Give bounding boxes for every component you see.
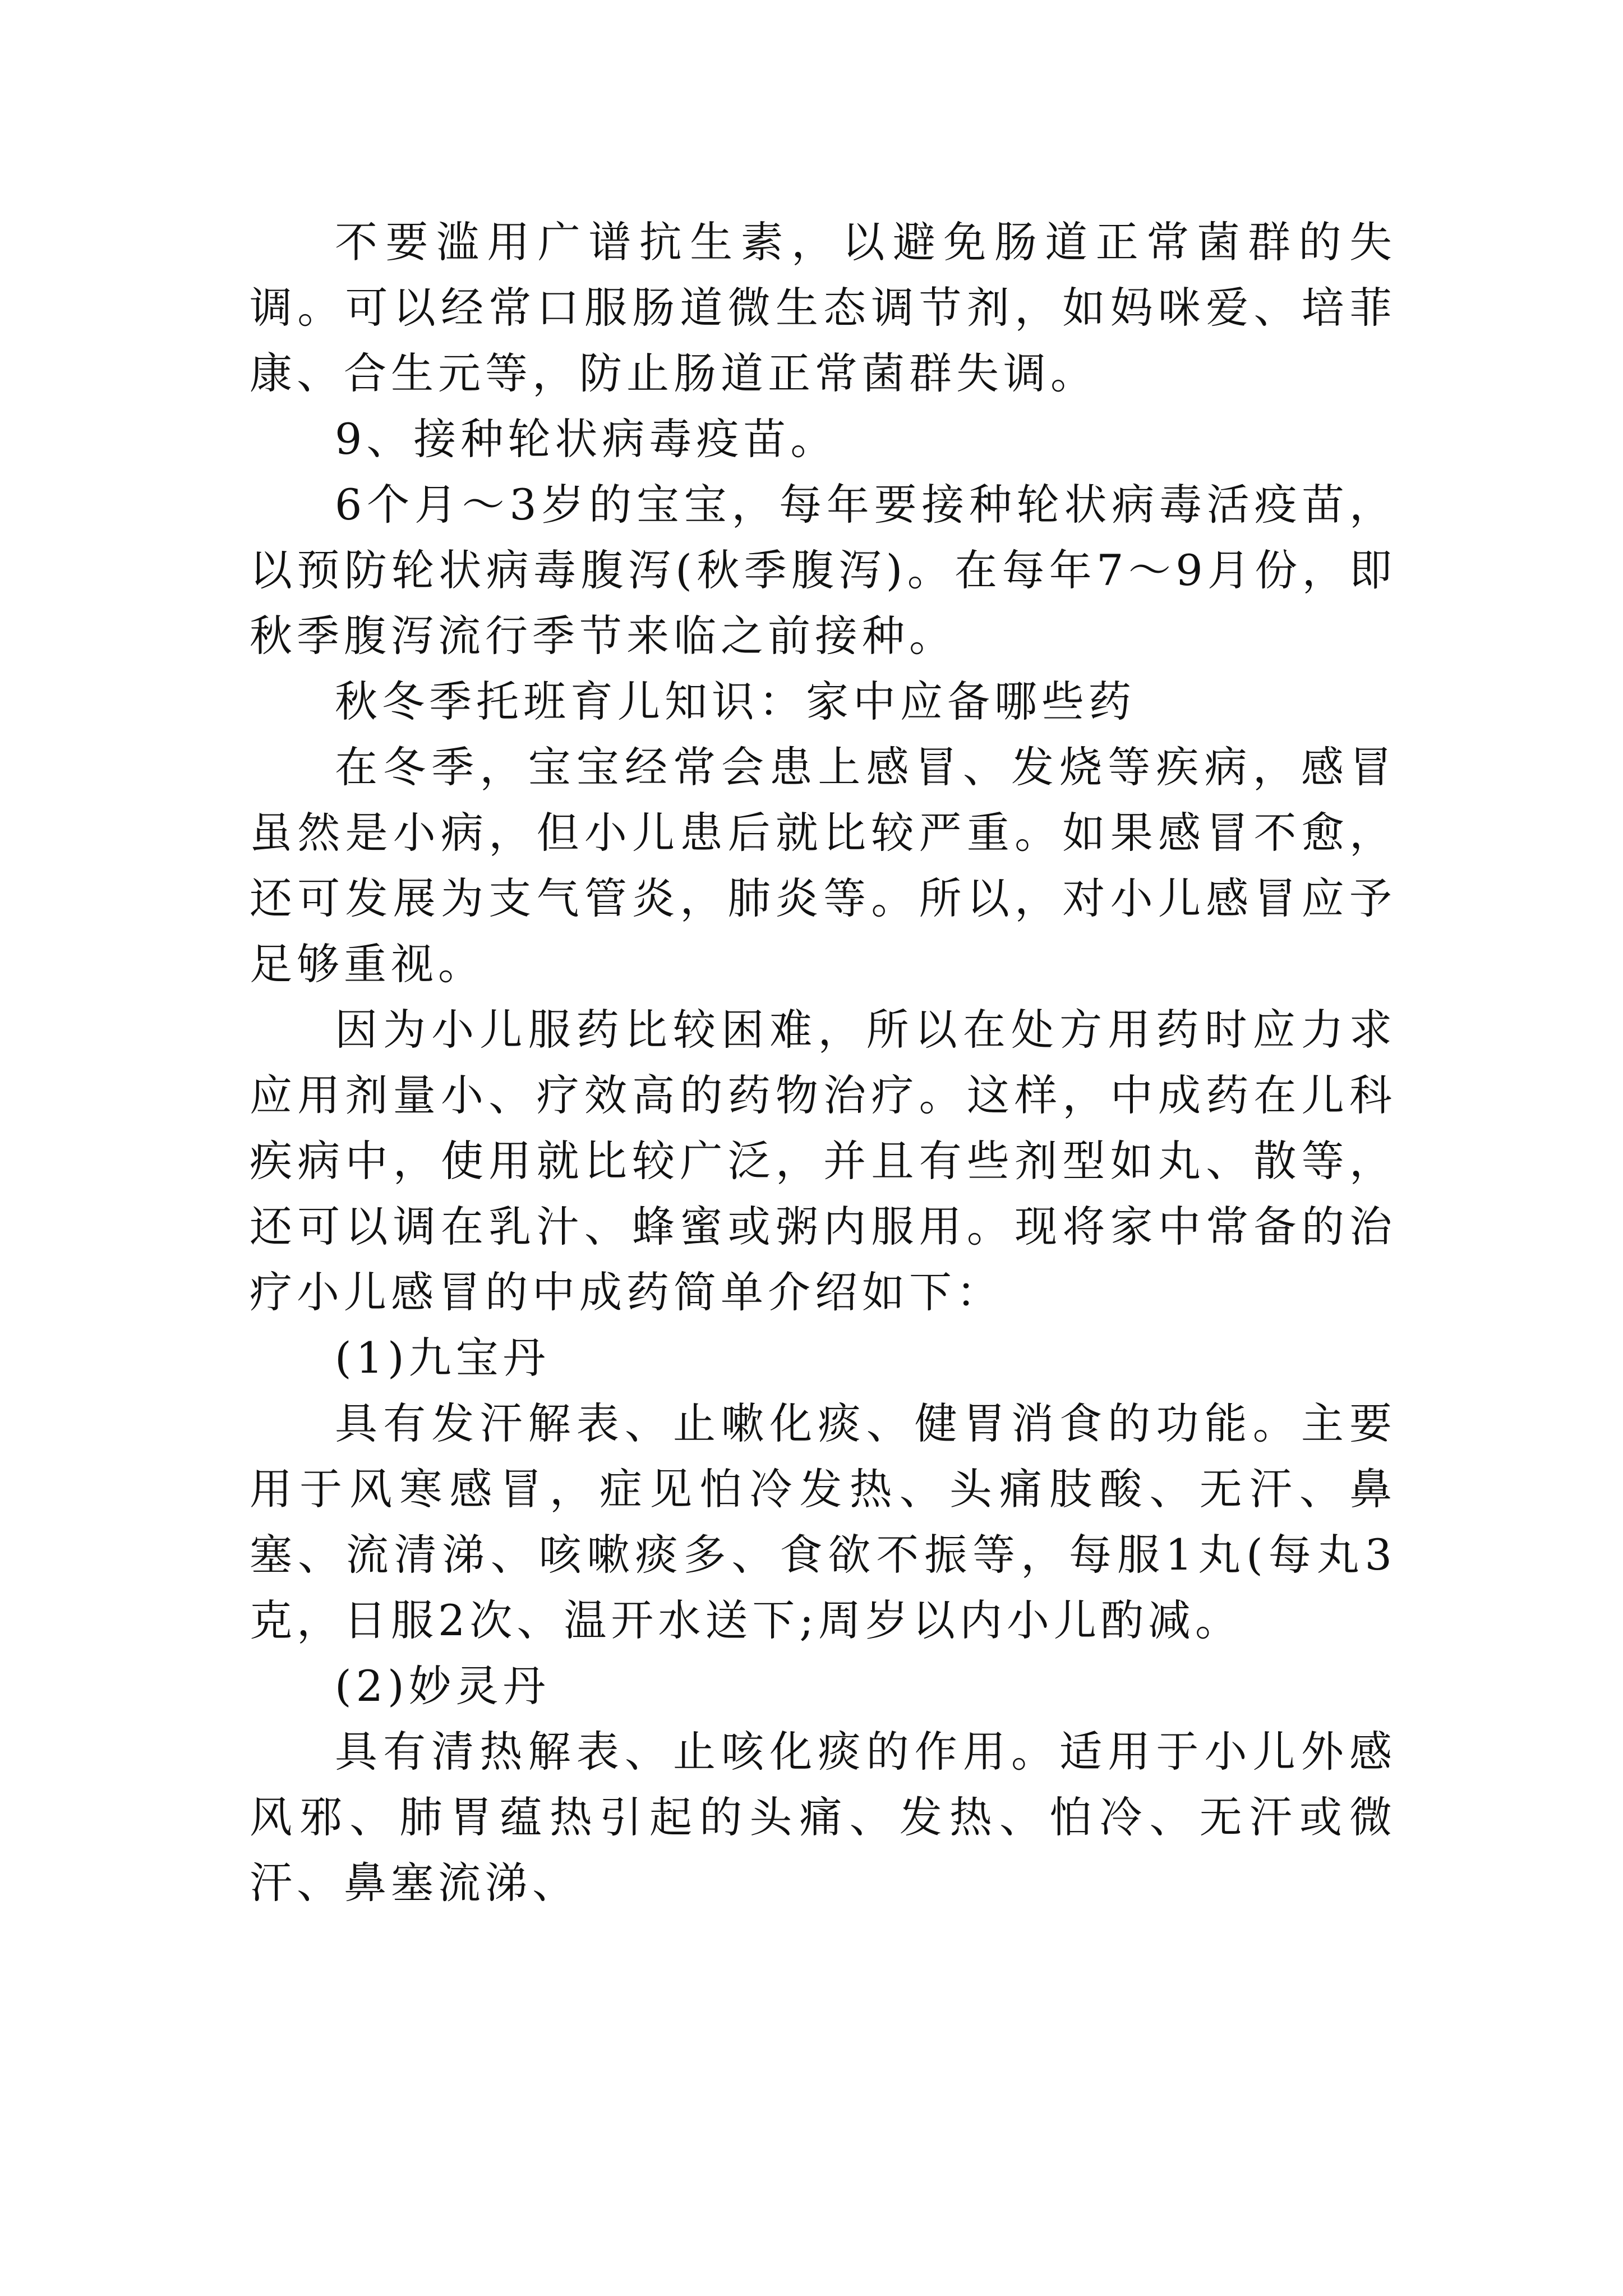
paragraph-chinese-medicine: 因为小儿服药比较困难，所以在处方用药时应力求应用剂量小、疗效高的药物治疗。这样，中成药在儿科疾病中，使用就比较广泛，并且有些剂型如丸、散等，还可以调在乳汁、蜂蜜或粥内服用。现将家中常备的治疗小儿感冒的中成药简单介绍如下：	[250, 1005, 1396, 1317]
heading-miaolingdan: (2)妙灵丹	[335, 1661, 550, 1711]
heading-jiubaodan: (1)九宝丹	[335, 1333, 550, 1383]
paragraph-winter-cold: 在冬季，宝宝经常会患上感冒、发烧等疾病，感冒虽然是小病，但小儿患后就比较严重。如果感冒不愈，还可发展为支气管炎，肺炎等。所以，对小儿感冒应予足够重视。	[250, 742, 1396, 989]
paragraph-miaolingdan: 具有清热解表、止咳化痰的作用。适用于小儿外感风邪、肺胃蕴热引起的头痛、发热、怕冷、无汗或微汗、鼻塞流涕、	[250, 1727, 1396, 1908]
paragraph-rotavirus-vaccine: 6个月～3岁的宝宝，每年要接种轮状病毒活疫苗，以预防轮状病毒腹泻(秋季腹泻)。在每年7～9月份，即秋季腹泻流行季节来临之前接种。	[250, 480, 1396, 661]
document-body	[250, 209, 1396, 1916]
paragraph-jiubaodan: 具有发汗解表、止嗽化痰、健胃消食的功能。主要用于风寒感冒，症见怕冷发热、头痛肢酸、无汗、鼻塞、流清涕、咳嗽痰多、食欲不振等，每服1丸(每丸3克，日服2次、温开水送下;周岁以内小儿酌减。	[250, 1398, 1396, 1645]
heading-rotavirus-vaccine: 9、接种轮状病毒疫苗。	[335, 414, 838, 464]
paragraph-antibiotics: 不要滥用广谱抗生素，以避免肠道正常菌群的失调。可以经常口服肠道微生态调节剂，如妈咪爱、培菲康、合生元等，防止肠道正常菌群失调。	[250, 217, 1396, 398]
heading-home-medicines: 秋冬季托班育儿知识：家中应备哪些药	[335, 677, 1136, 726]
